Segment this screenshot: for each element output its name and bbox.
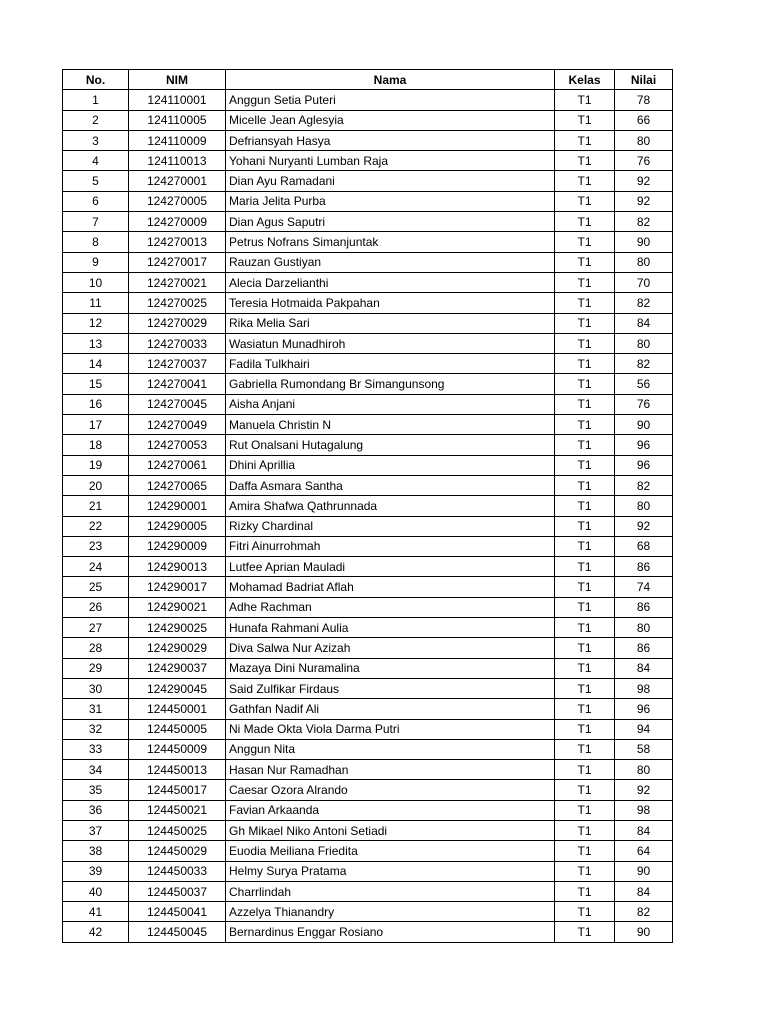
cell-nilai: 84 [615,881,673,901]
cell-no: 2 [63,110,129,130]
header-nim: NIM [129,70,226,90]
cell-nama: Manuela Christin N [226,415,555,435]
cell-nim: 124270001 [129,171,226,191]
cell-no: 10 [63,272,129,292]
cell-no: 15 [63,374,129,394]
table-row [63,719,673,739]
cell-kelas: T1 [555,496,615,516]
cell-nilai: 58 [615,739,673,759]
table-row [63,354,673,374]
cell-kelas: T1 [555,475,615,495]
cell-nim: 124450033 [129,861,226,881]
cell-nilai: 64 [615,841,673,861]
cell-nilai: 74 [615,577,673,597]
cell-kelas: T1 [555,90,615,110]
cell-no: 38 [63,841,129,861]
cell-no: 16 [63,394,129,414]
cell-nim: 124450041 [129,902,226,922]
cell-kelas: T1 [555,333,615,353]
table-row [63,881,673,901]
table-row [63,577,673,597]
cell-nama: Hunafa Rahmani Aulia [226,618,555,638]
cell-nilai: 78 [615,90,673,110]
table-row [63,191,673,211]
cell-nim: 124270013 [129,232,226,252]
cell-nama: Charrlindah [226,881,555,901]
table-row [63,313,673,333]
table-row [63,760,673,780]
cell-nilai: 82 [615,475,673,495]
cell-no: 9 [63,252,129,272]
cell-no: 33 [63,739,129,759]
cell-nilai: 82 [615,354,673,374]
cell-nama: Maria Jelita Purba [226,191,555,211]
table-row [63,496,673,516]
cell-nama: Ni Made Okta Viola Darma Putri [226,719,555,739]
cell-nim: 124450009 [129,739,226,759]
cell-nim: 124270025 [129,293,226,313]
cell-no: 34 [63,760,129,780]
cell-kelas: T1 [555,699,615,719]
cell-nama: Petrus Nofrans Simanjuntak [226,232,555,252]
cell-nama: Helmy Surya Pratama [226,861,555,881]
cell-nama: Micelle Jean Aglesyia [226,110,555,130]
cell-kelas: T1 [555,130,615,150]
cell-no: 27 [63,618,129,638]
cell-nilai: 76 [615,394,673,414]
cell-nilai: 56 [615,374,673,394]
table-row [63,435,673,455]
cell-kelas: T1 [555,780,615,800]
cell-no: 28 [63,638,129,658]
table-row [63,618,673,638]
table-row [63,922,673,942]
cell-kelas: T1 [555,902,615,922]
cell-nilai: 86 [615,597,673,617]
cell-nilai: 96 [615,699,673,719]
table-row [63,374,673,394]
cell-nama: Hasan Nur Ramadhan [226,760,555,780]
table-row [63,252,673,272]
cell-nim: 124110005 [129,110,226,130]
cell-kelas: T1 [555,394,615,414]
cell-nilai: 80 [615,618,673,638]
cell-no: 19 [63,455,129,475]
table-row [63,699,673,719]
cell-kelas: T1 [555,841,615,861]
cell-no: 23 [63,536,129,556]
cell-nama: Anggun Nita [226,739,555,759]
table-row [63,536,673,556]
cell-kelas: T1 [555,638,615,658]
cell-nim: 124290025 [129,618,226,638]
cell-no: 35 [63,780,129,800]
table-row [63,902,673,922]
table-row [63,415,673,435]
cell-nilai: 94 [615,719,673,739]
cell-nim: 124270045 [129,394,226,414]
table-row [63,212,673,232]
cell-nim: 124270017 [129,252,226,272]
cell-kelas: T1 [555,618,615,638]
header-nilai: Nilai [615,70,673,90]
header-kelas: Kelas [555,70,615,90]
cell-nilai: 86 [615,638,673,658]
cell-nilai: 86 [615,557,673,577]
cell-nilai: 80 [615,760,673,780]
table-row [63,394,673,414]
cell-nama: Wasiatun Munadhiroh [226,333,555,353]
cell-kelas: T1 [555,658,615,678]
cell-no: 11 [63,293,129,313]
cell-kelas: T1 [555,739,615,759]
cell-nilai: 76 [615,151,673,171]
cell-nilai: 92 [615,191,673,211]
cell-no: 20 [63,475,129,495]
cell-nilai: 80 [615,333,673,353]
cell-nim: 124270049 [129,415,226,435]
cell-no: 30 [63,678,129,698]
cell-nilai: 96 [615,435,673,455]
cell-no: 24 [63,557,129,577]
cell-nilai: 80 [615,496,673,516]
cell-nama: Rut Onalsani Hutagalung [226,435,555,455]
cell-nim: 124290045 [129,678,226,698]
cell-nama: Yohani Nuryanti Lumban Raja [226,151,555,171]
table-row [63,678,673,698]
cell-nilai: 66 [615,110,673,130]
cell-nama: Said Zulfikar Firdaus [226,678,555,698]
cell-nim: 124450021 [129,800,226,820]
cell-kelas: T1 [555,313,615,333]
cell-nim: 124450029 [129,841,226,861]
table-row [63,293,673,313]
cell-kelas: T1 [555,455,615,475]
cell-nim: 124290037 [129,658,226,678]
table-row [63,130,673,150]
cell-nim: 124450037 [129,881,226,901]
cell-nim: 124270005 [129,191,226,211]
cell-nama: Teresia Hotmaida Pakpahan [226,293,555,313]
cell-nim: 124110001 [129,90,226,110]
cell-kelas: T1 [555,354,615,374]
cell-no: 8 [63,232,129,252]
cell-nilai: 82 [615,902,673,922]
table-row [63,658,673,678]
cell-nim: 124290009 [129,536,226,556]
cell-nama: Dian Agus Saputri [226,212,555,232]
cell-nama: Rika Melia Sari [226,313,555,333]
cell-nim: 124290017 [129,577,226,597]
cell-no: 32 [63,719,129,739]
cell-nilai: 84 [615,313,673,333]
cell-kelas: T1 [555,191,615,211]
cell-no: 31 [63,699,129,719]
cell-nama: Gh Mikael Niko Antoni Setiadi [226,820,555,840]
grades-table [62,69,673,943]
cell-nilai: 98 [615,678,673,698]
cell-no: 17 [63,415,129,435]
cell-nama: Amira Shafwa Qathrunnada [226,496,555,516]
cell-nama: Lutfee Aprian Mauladi [226,557,555,577]
table-row [63,272,673,292]
cell-nama: Dhini Aprillia [226,455,555,475]
cell-no: 26 [63,597,129,617]
cell-kelas: T1 [555,881,615,901]
cell-kelas: T1 [555,415,615,435]
cell-nama: Rauzan Gustiyan [226,252,555,272]
cell-nim: 124450001 [129,699,226,719]
table-row [63,151,673,171]
cell-nama: Gabriella Rumondang Br Simangunsong [226,374,555,394]
cell-kelas: T1 [555,232,615,252]
cell-kelas: T1 [555,719,615,739]
cell-kelas: T1 [555,171,615,191]
cell-no: 5 [63,171,129,191]
table-row [63,820,673,840]
table-row [63,800,673,820]
cell-no: 4 [63,151,129,171]
table-row [63,110,673,130]
cell-kelas: T1 [555,151,615,171]
cell-nim: 124290029 [129,638,226,658]
cell-kelas: T1 [555,760,615,780]
cell-no: 36 [63,800,129,820]
table-row [63,90,673,110]
header-row [63,70,673,90]
cell-nim: 124450017 [129,780,226,800]
cell-nim: 124110009 [129,130,226,150]
cell-no: 6 [63,191,129,211]
table-row [63,232,673,252]
cell-nilai: 90 [615,922,673,942]
cell-nama: Anggun Setia Puteri [226,90,555,110]
cell-kelas: T1 [555,110,615,130]
cell-nilai: 92 [615,516,673,536]
cell-nama: Alecia Darzelianthi [226,272,555,292]
cell-nama: Rizky Chardinal [226,516,555,536]
table-body [63,90,673,942]
cell-nim: 124270065 [129,475,226,495]
cell-nim: 124270029 [129,313,226,333]
cell-kelas: T1 [555,252,615,272]
header-no: No. [63,70,129,90]
cell-nama: Gathfan Nadif Ali [226,699,555,719]
cell-kelas: T1 [555,293,615,313]
cell-nim: 124270021 [129,272,226,292]
cell-nim: 124270041 [129,374,226,394]
cell-kelas: T1 [555,820,615,840]
cell-no: 1 [63,90,129,110]
cell-nilai: 84 [615,658,673,678]
cell-nilai: 90 [615,861,673,881]
header-nama: Nama [226,70,555,90]
cell-kelas: T1 [555,597,615,617]
cell-nim: 124290013 [129,557,226,577]
cell-nilai: 98 [615,800,673,820]
table-row [63,597,673,617]
cell-no: 13 [63,333,129,353]
table-row [63,333,673,353]
cell-nilai: 80 [615,252,673,272]
cell-no: 21 [63,496,129,516]
cell-nama: Euodia Meiliana Friedita [226,841,555,861]
cell-kelas: T1 [555,374,615,394]
cell-nilai: 90 [615,232,673,252]
cell-nama: Defriansyah Hasya [226,130,555,150]
cell-kelas: T1 [555,516,615,536]
cell-nim: 124450025 [129,820,226,840]
cell-kelas: T1 [555,557,615,577]
cell-no: 22 [63,516,129,536]
cell-no: 37 [63,820,129,840]
cell-nilai: 96 [615,455,673,475]
cell-nim: 124270033 [129,333,226,353]
cell-nama: Adhe Rachman [226,597,555,617]
cell-nama: Diva Salwa Nur Azizah [226,638,555,658]
cell-nama: Mazaya Dini Nuramalina [226,658,555,678]
cell-nama: Dian Ayu Ramadani [226,171,555,191]
cell-no: 25 [63,577,129,597]
cell-nilai: 92 [615,780,673,800]
cell-kelas: T1 [555,922,615,942]
cell-no: 3 [63,130,129,150]
cell-nama: Favian Arkaanda [226,800,555,820]
cell-nama: Caesar Ozora Alrando [226,780,555,800]
cell-kelas: T1 [555,800,615,820]
table-row [63,516,673,536]
cell-kelas: T1 [555,435,615,455]
cell-kelas: T1 [555,861,615,881]
cell-nama: Fitri Ainurrohmah [226,536,555,556]
table-row [63,638,673,658]
cell-no: 29 [63,658,129,678]
cell-nama: Daffa Asmara Santha [226,475,555,495]
cell-nilai: 90 [615,415,673,435]
cell-nim: 124450005 [129,719,226,739]
cell-no: 12 [63,313,129,333]
cell-kelas: T1 [555,577,615,597]
cell-nama: Fadila Tulkhairi [226,354,555,374]
cell-nilai: 70 [615,272,673,292]
table-row [63,841,673,861]
table-row [63,455,673,475]
cell-nim: 124270053 [129,435,226,455]
cell-no: 39 [63,861,129,881]
cell-nim: 124290001 [129,496,226,516]
cell-nilai: 82 [615,293,673,313]
table-row [63,861,673,881]
cell-nama: Azzelya Thianandry [226,902,555,922]
cell-nim: 124450045 [129,922,226,942]
cell-kelas: T1 [555,678,615,698]
table-row [63,557,673,577]
cell-nim: 124290005 [129,516,226,536]
cell-no: 41 [63,902,129,922]
cell-nama: Bernardinus Enggar Rosiano [226,922,555,942]
cell-nilai: 82 [615,212,673,232]
cell-no: 40 [63,881,129,901]
cell-nim: 124270061 [129,455,226,475]
table-row [63,780,673,800]
cell-kelas: T1 [555,212,615,232]
cell-nama: Mohamad Badriat Aflah [226,577,555,597]
cell-no: 42 [63,922,129,942]
table-header [63,70,673,90]
cell-no: 18 [63,435,129,455]
cell-nilai: 80 [615,130,673,150]
cell-no: 7 [63,212,129,232]
cell-nama: Aisha Anjani [226,394,555,414]
table-row [63,739,673,759]
cell-nilai: 92 [615,171,673,191]
table-row [63,171,673,191]
cell-nim: 124110013 [129,151,226,171]
cell-nim: 124270009 [129,212,226,232]
cell-no: 14 [63,354,129,374]
cell-kelas: T1 [555,536,615,556]
cell-nim: 124290021 [129,597,226,617]
cell-kelas: T1 [555,272,615,292]
table-row [63,475,673,495]
cell-nilai: 84 [615,820,673,840]
cell-nilai: 68 [615,536,673,556]
cell-nim: 124450013 [129,760,226,780]
cell-nim: 124270037 [129,354,226,374]
